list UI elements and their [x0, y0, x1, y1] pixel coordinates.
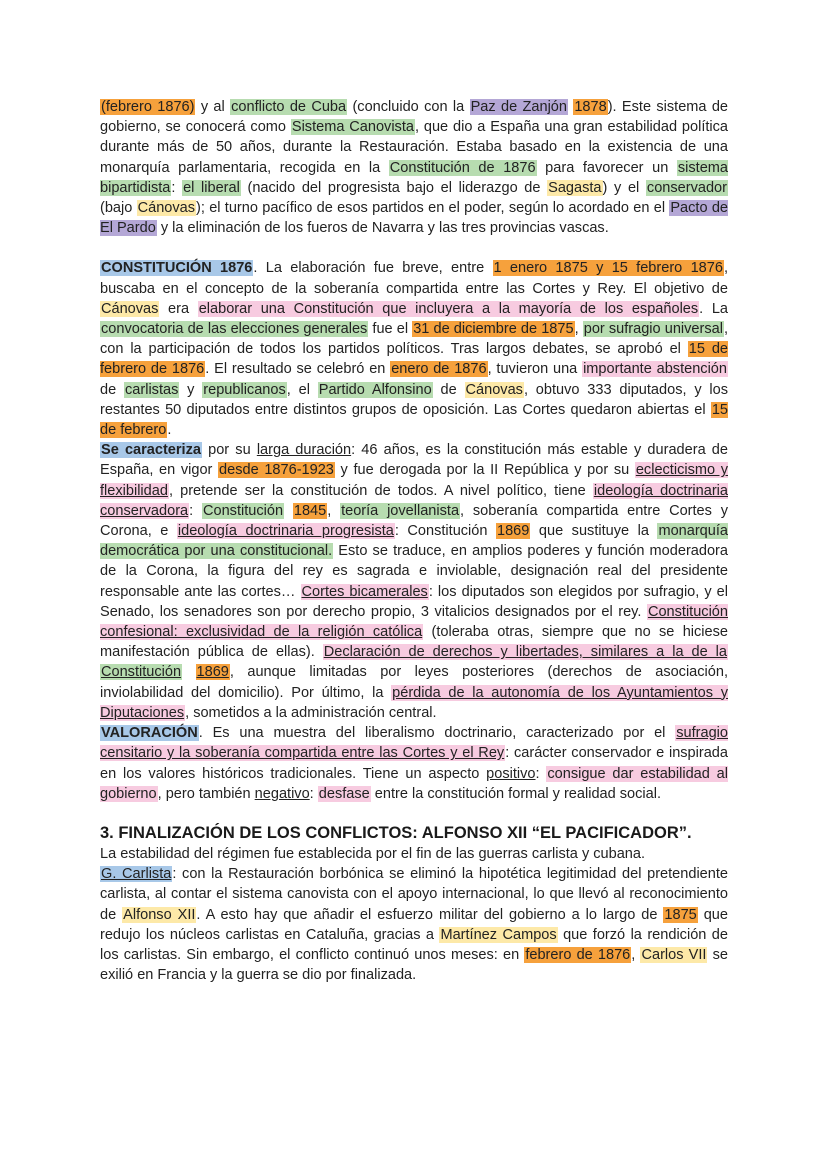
- highlight-green: Constitución: [203, 502, 284, 519]
- highlight-yellow: Cánovas: [465, 381, 523, 398]
- bold-label: CONSTITUCIÓN 1876: [101, 260, 253, 277]
- document-page: [100, 97, 728, 985]
- text-run: , buscaba en el concepto de la soberanía compartida entre las Cortes y Rey. El objetivo de: [100, 260, 728, 297]
- highlight-orange: 1869: [196, 664, 229, 681]
- underlined-text: positivo: [486, 765, 536, 782]
- paragraph-constitucion-1876: [100, 258, 728, 440]
- text-run: entre la constitución formal y realidad social.: [370, 785, 661, 802]
- text-run: y al: [195, 99, 231, 115]
- highlight-pink: Constitución confesional: exclusividad de la religión católica: [100, 603, 728, 641]
- highlight-green: Constitución de 1876: [389, 159, 536, 176]
- highlight-pink: elaborar una Constitución que incluyera a la mayoría de los españoles: [198, 300, 699, 317]
- highlight-green: republicanos: [203, 381, 286, 398]
- highlight-orange: 1845: [293, 502, 327, 519]
- text-run: ); el turno pacífico de esos partidos en el poder, según lo acordado en el: [196, 200, 670, 217]
- text-run: : carácter conservador e inspirada en los valores históricos tradicionales. Tiene un aspecto: [100, 745, 728, 782]
- text-run: . La: [699, 300, 729, 317]
- highlight-yellow: Sagasta: [548, 179, 602, 196]
- text-run: :: [309, 785, 318, 802]
- text-run: , obtuvo 333 diputados, y los restantes 50 diputados entre distintos grupos de oposición. Las Cortes quedaron abiertas el: [100, 381, 729, 418]
- text-run: (concluido con la: [347, 99, 470, 115]
- text-run: y la eliminación de los fueros de Navarra y las tres provincias vascas.: [156, 220, 609, 237]
- text-run: , pretende ser la constitución de todos. A nivel político, tiene: [168, 482, 593, 499]
- text-run: (bajo: [100, 200, 137, 217]
- text-run: por su: [201, 442, 257, 459]
- highlight-pink: eclecticismo y flexibilidad: [100, 462, 728, 499]
- text-run: Esto se traduce, en amplios poderes y función moderadora de la Corona, la figura del rey es sagrada e inviolable, designación real del presidente responsable ante las cortes…: [100, 543, 728, 600]
- highlight-green: carlistas: [125, 381, 179, 398]
- text-run: , con la participación de todos los partidos políticos. Tras largos debates, se aprobó el: [100, 321, 728, 358]
- highlight-purple: Pacto de El Pardo: [100, 200, 728, 237]
- highlight-green: Partido Alfonsino: [318, 381, 432, 398]
- highlight-pink: ideología doctrinaria conservadora: [100, 482, 728, 519]
- underlined-text: larga duración: [256, 442, 352, 459]
- text-run: ,: [574, 321, 583, 338]
- text-run: para favorecer un: [536, 159, 677, 176]
- highlight-yellow: Carlos VII: [641, 946, 707, 963]
- highlight-yellow: Cánovas: [137, 200, 196, 217]
- text-run: que sustituye la: [530, 523, 658, 540]
- paragraph-caracteristicas: [100, 440, 728, 723]
- text-run: , aunque limitadas por leyes posteriores (derechos de asociación, inviolabilidad del domicilio). Por último, la: [100, 664, 729, 701]
- text-run: : con la Restauración borbónica se eliminó la hipotética legitimidad del pretendiente carlista, al contar el sistema canovista con el apoyo internacional, lo que llevó al reconocimiento de: [100, 866, 728, 923]
- highlight-green: monarquía democrática por una constitucional.: [100, 523, 728, 560]
- text-run: . La elaboración fue breve, entre: [253, 260, 493, 277]
- highlight-orange: 1878: [574, 99, 607, 115]
- highlight-green: por sufragio universal: [583, 321, 723, 338]
- text-run: y: [179, 381, 203, 398]
- highlight-green: sistema bipartidista: [100, 159, 728, 196]
- highlight-pink: Declaración de derechos y libertades, similares a la de la: [323, 644, 727, 661]
- text-run: :: [535, 765, 547, 782]
- paragraph-valoracion: [100, 723, 728, 804]
- highlight-orange: 1869: [497, 523, 530, 540]
- text-run: .: [167, 422, 172, 439]
- highlight-orange: desde 1876-1923: [219, 462, 334, 479]
- highlight-orange: (febrero 1876): [101, 99, 195, 115]
- highlight-blue: G. Carlista: [101, 866, 172, 883]
- text-run: :: [189, 502, 202, 519]
- text-run: que forzó la rendición de los carlistas. Sin embargo, el conflicto continuó unos meses: en: [100, 926, 728, 963]
- section-heading: 3. FINALIZACIÓN DE LOS CONFLICTOS: ALFONSO XII “EL PACIFICADOR”.: [100, 823, 692, 842]
- text-run: que redujo los núcleos carlistas en Cataluña, gracias a: [100, 906, 728, 943]
- highlight-green: teoría jovellanista: [341, 502, 460, 519]
- highlight-pink: pérdida de la autonomía de los Ayuntamientos y Diputaciones: [100, 684, 728, 721]
- highlight-orange: 15 de febrero de 1876: [100, 341, 729, 378]
- text-run: : 46 años, es la constitución más estable y duradera de España, en vigor: [100, 442, 728, 479]
- bold-label: Se caracteriza: [101, 442, 201, 459]
- text-run: ) y el: [602, 179, 646, 196]
- text-run: : los diputados son elegidos por sufragio, y el Senado, los senadores son por derecho propio, 3 vitalicios designados por el rey.: [100, 583, 728, 620]
- highlight-orange: 15 de febrero: [100, 401, 728, 439]
- highlight-yellow: Alfonso XII: [123, 906, 196, 923]
- text-run: ,: [631, 946, 641, 963]
- text-run: , el: [286, 381, 318, 398]
- text-run: , sometidos a la administración central.: [185, 704, 437, 721]
- text-run: . El resultado se celebró en: [205, 361, 391, 378]
- highlight-pink: sufragio censitario y la soberanía compartida entre las Cortes y el Rey: [100, 725, 728, 762]
- highlight-pink: desfase: [318, 785, 370, 802]
- text-run: , pero también: [157, 785, 255, 802]
- text-run: y fue derogada por la II República y por su: [334, 462, 635, 479]
- highlight-purple: Paz de Zanjón: [470, 99, 567, 115]
- text-run: (nacido del progresista bajo el liderazgo de: [240, 179, 548, 196]
- text-run: , que dio a España una gran estabilidad política durante más de 50 años, durante la Restauración. Estaba basado en la existencia de una monarquía parlamentaria, recogida en la: [100, 119, 729, 176]
- highlight-yellow: Martínez Campos: [440, 926, 557, 943]
- text-run: :: [171, 179, 183, 196]
- text-run: La estabilidad del régimen fue establecida por el fin de las guerras carlista y cubana.: [100, 845, 646, 862]
- paragraph-intro-conflictos: [100, 844, 728, 864]
- paragraph-guerra-carlista: [100, 864, 728, 985]
- highlight-pink: importante abstención: [583, 361, 727, 378]
- bold-label: VALORACIÓN: [101, 725, 198, 742]
- highlight-green: convocatoria de las elecciones generales: [101, 321, 368, 338]
- text-run: [182, 664, 195, 680]
- text-run: , soberanía compartida entre Cortes y Corona, e: [100, 502, 728, 540]
- highlight-yellow: Cánovas: [101, 300, 159, 317]
- text-run: . A esto hay que añadir el esfuerzo militar del gobierno a lo largo de: [196, 906, 664, 923]
- text-run: (toleraba otras, siempre que no se hiciese manifestación pública de ellas).: [100, 624, 728, 661]
- highlight-orange: 1 enero 1875 y 15 febrero 1876: [493, 260, 723, 277]
- highlight-orange: enero de 1876: [391, 361, 487, 378]
- text-run: se exilió en Francia y la guerra se dio por finalizada.: [100, 946, 728, 984]
- text-run: . Es una muestra del liberalismo doctrinario, caracterizado por el: [198, 725, 676, 742]
- paragraph-restauracion: [100, 97, 728, 238]
- text-run: [284, 503, 293, 519]
- highlight-green: Sistema Canovista: [291, 119, 414, 136]
- text-run: ,: [327, 502, 341, 519]
- highlight-green: conservador: [646, 179, 727, 196]
- highlight-orange: febrero de 1876: [525, 946, 631, 963]
- highlight-orange: 1875: [664, 906, 697, 923]
- underlined-text: negativo: [254, 785, 310, 802]
- text-run: de: [432, 381, 465, 398]
- text-run: , tuvieron una: [487, 361, 583, 378]
- text-run: era: [159, 300, 198, 317]
- highlight-orange: 31 de diciembre de 1875: [413, 321, 574, 338]
- highlight-green: conflicto de Cuba: [231, 99, 347, 115]
- text-run: fue el: [368, 321, 413, 338]
- highlight-pink: Cortes bicamerales: [301, 583, 428, 600]
- highlight-pink: ideología doctrinaria progresista: [177, 523, 394, 540]
- text-run: : Constitución: [394, 523, 496, 540]
- text-run: ). Este sistema de gobierno, se conocerá como: [100, 99, 729, 136]
- text-run: de: [100, 381, 124, 398]
- highlight-green: Constitución: [101, 664, 182, 681]
- highlight-green: el liberal: [183, 179, 240, 196]
- highlight-pink: consigue dar estabilidad al gobierno: [100, 765, 728, 802]
